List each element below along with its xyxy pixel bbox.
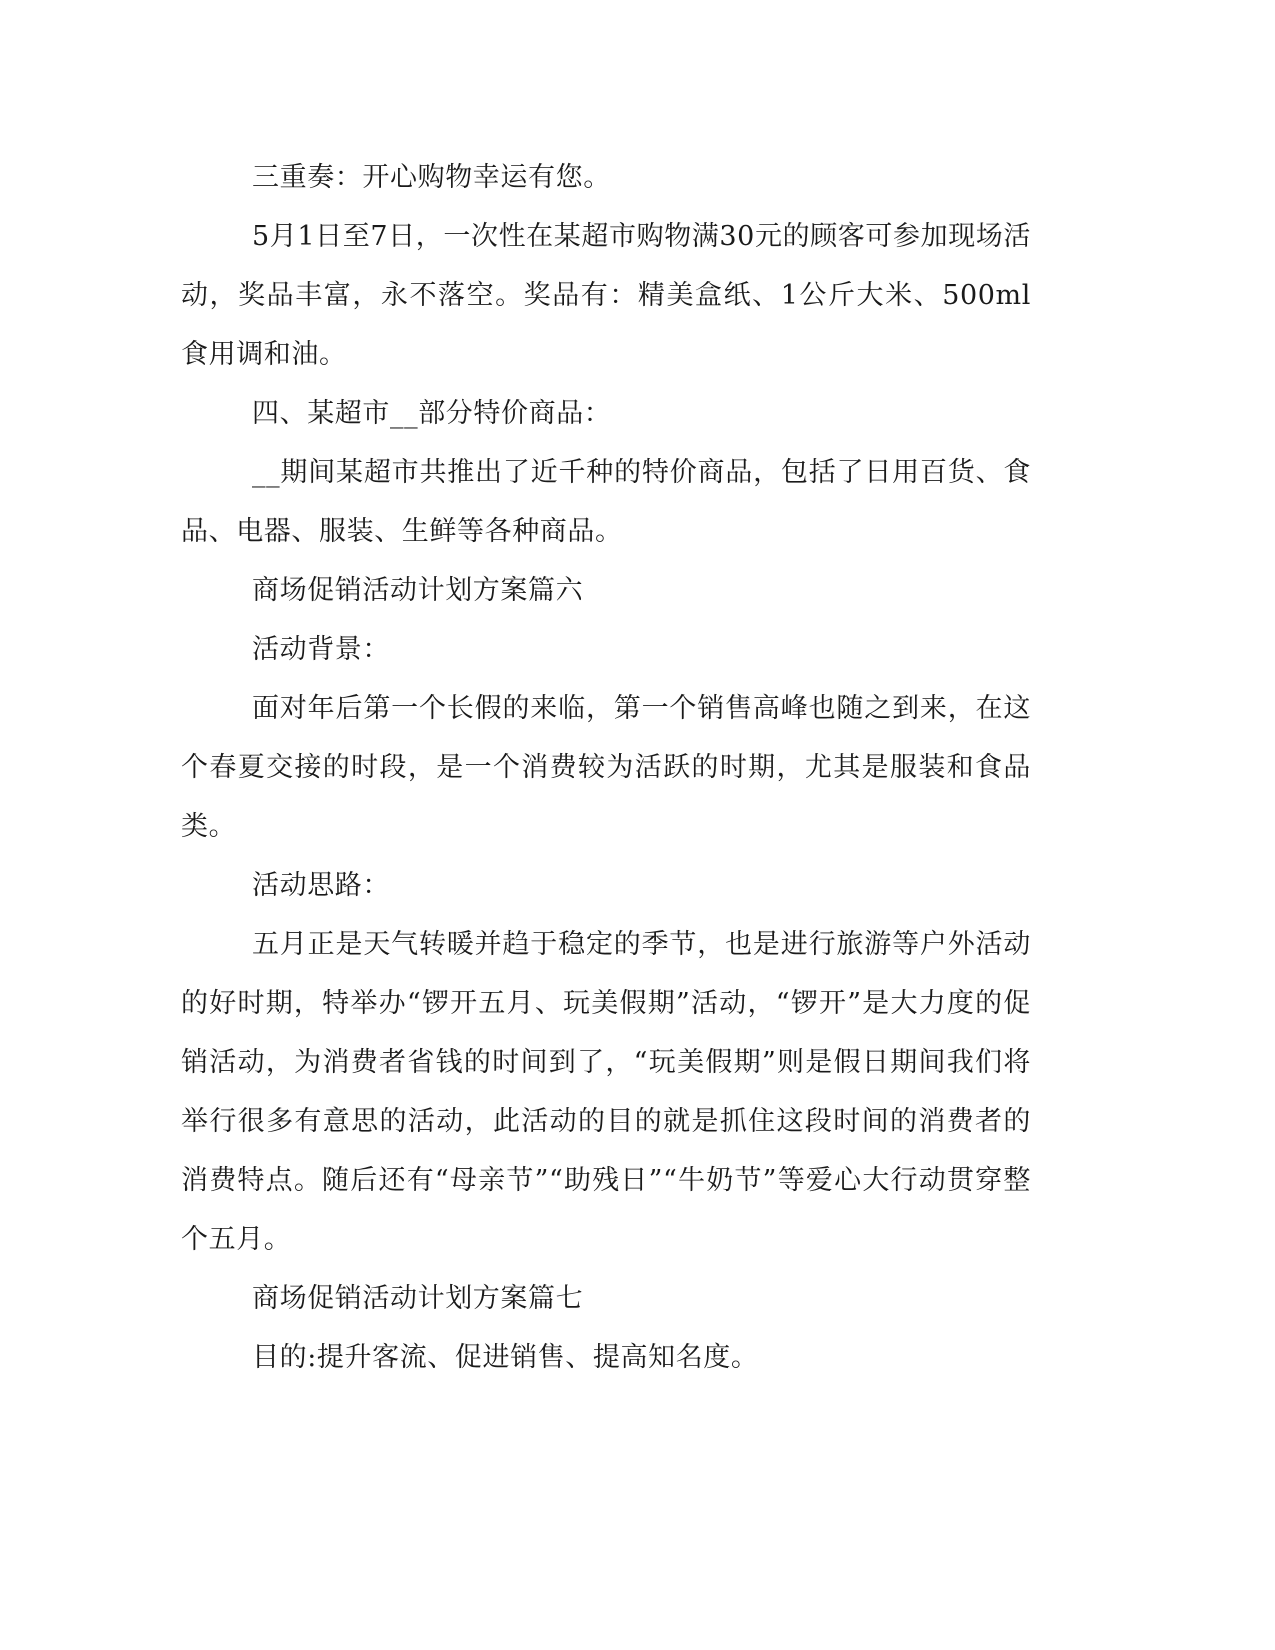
paragraph-purpose: 目的:提升客流、促进销售、提高知名度。 <box>252 1342 759 1373</box>
document-page <box>181 148 1031 1387</box>
section-title-part-seven: 商场促销活动计划方案篇七 <box>252 1283 584 1314</box>
subheading-background: 活动背景： <box>252 634 390 665</box>
paragraph-special-goods: __期间某超市共推出了近千种的特价商品，包括了日用百货、食品、电器、服装、生鲜等各种商品。 <box>181 457 1031 547</box>
paragraph-prize-details: 5月1日至7日，一次性在某超市购物满30元的顾客可参加现场活动，奖品丰富，永不落空。奖品有：精美盒纸、1公斤大米、500ml食用调和油。 <box>181 221 1031 370</box>
paragraph-approach: 五月正是天气转暖并趋于稳定的季节，也是进行旅游等户外活动的好时期，特举办“锣开五月、玩美假期”活动，“锣开”是大力度的促销活动，为消费者省钱的时间到了，“玩美假期”则是假日期间我们将举行很多有意思的活动，此活动的目的就是抓住这段时间的消费者的消费特点。随后还有“母亲节”“助残日”“牛奶节”等爱心大行动贯穿整个五月。 <box>181 929 1031 1255</box>
paragraph-section-four-heading: 四、某超市__部分特价商品： <box>252 398 612 429</box>
subheading-approach: 活动思路： <box>252 870 390 901</box>
paragraph-background: 面对年后第一个长假的来临，第一个销售高峰也随之到来，在这个春夏交接的时段，是一个消费较为活跃的时期，尤其是服装和食品类。 <box>181 693 1031 842</box>
paragraph-trio-theme: 三重奏：开心购物幸运有您。 <box>252 162 611 193</box>
section-title-part-six: 商场促销活动计划方案篇六 <box>252 575 584 606</box>
